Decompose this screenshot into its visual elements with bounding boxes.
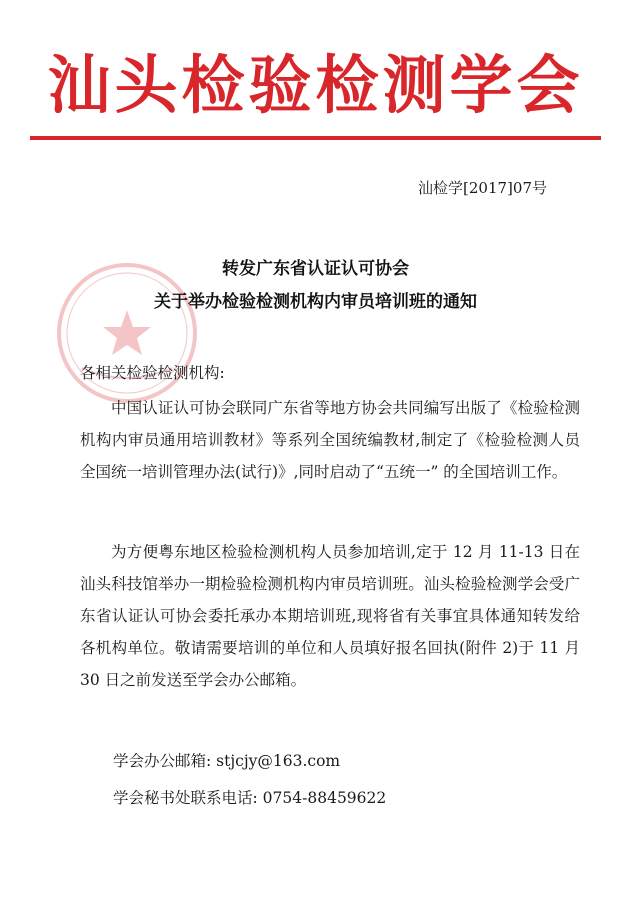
masthead-red-rule bbox=[30, 136, 601, 140]
body-paragraph: 中国认证认可协会联同广东省等地方协会共同编写出版了《检验检测机构内审员通用培训教材》等系列全国统编教材,制定了《检验检测人员全国统一培训管理办法(试行)》,同时启动了“五统一” 的全国培训工作。 bbox=[80, 399, 580, 481]
notice-title-line-1: 转发广东省认证认可协会 bbox=[222, 259, 409, 279]
email-address: stjcjy@163.com bbox=[216, 752, 341, 770]
body-paragraph: 为方便粤东地区检验检测机构人员参加培训,定于 12 月 11-13 日在汕头科技馆举办一期检验检测机构内审员培训班。汕头检验检测学会受广东省认证认可协会委托承办本期培训班,现将省有关事宜具体通知转发给各机构单位。敬请需要培训的单位和人员填好报名回执(附件 2)于 11 月 30 日之前发送至学会办公邮箱。 bbox=[80, 543, 580, 689]
document-number: 汕检学[2017]07号 bbox=[418, 179, 547, 197]
contact-email-line bbox=[113, 748, 340, 774]
masthead-org-name: 汕头检验检测学会 bbox=[47, 49, 584, 122]
phone-number: 0754-88459622 bbox=[262, 789, 387, 807]
email-label: 学会办公邮箱: bbox=[113, 752, 212, 770]
salutation: 各相关检验检测机构: bbox=[80, 364, 225, 382]
phone-label: 学会秘书处联系电话: bbox=[113, 789, 258, 807]
notice-title-line-2: 关于举办检验检测机构内审员培训班的通知 bbox=[154, 292, 477, 312]
contact-phone-line bbox=[113, 785, 386, 811]
